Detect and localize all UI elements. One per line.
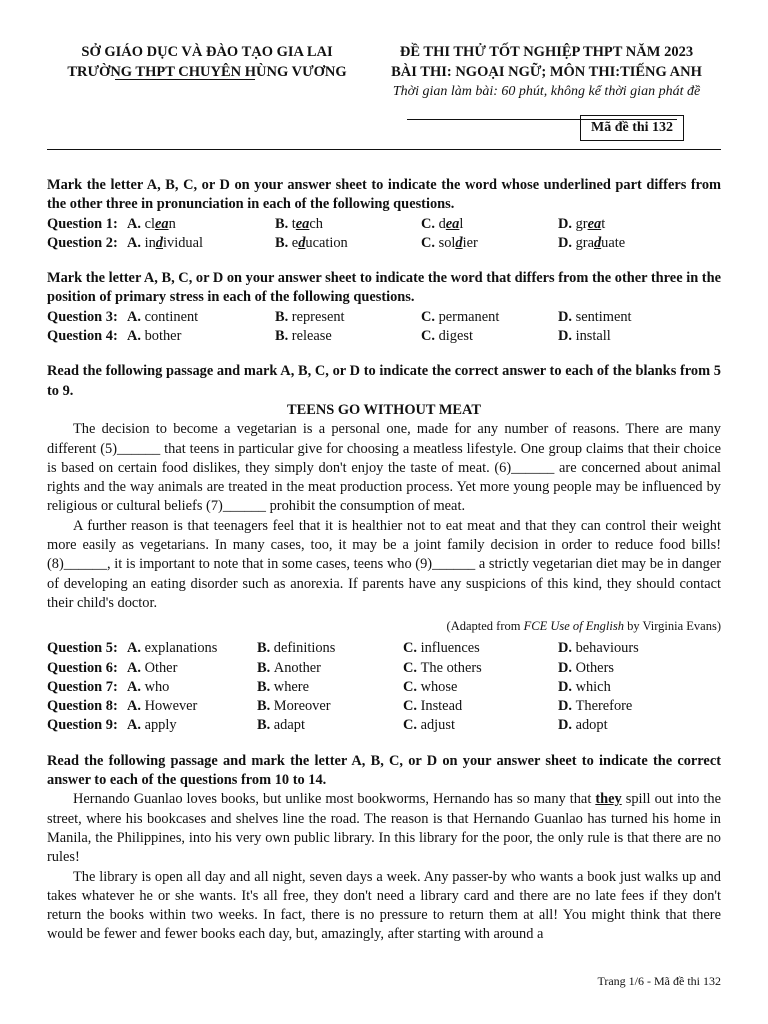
answer-option: B. teach (275, 215, 323, 232)
section1-instruction: Mark the letter A, B, C, or D on your answer sheet to indicate the word whose underlined part differs from the other three in pronunciation in each of the following questions. (47, 177, 721, 213)
passage1-paragraph-2: A further reason is that teenagers feel that it is healthier not to eat meat and that they can control their weight more easily as vegetarians. In many cases, too, it may be a joint family decision in order to reduce food bills! (8)______, it is important to note that in some cases, teens who (9)______ a strictly vegetarian diet may be in danger of developing an eating disorder such as anorexia. If parents have any suspicions of this kind, they should contact their child's doctor. (47, 517, 721, 611)
question-row (47, 215, 721, 234)
answer-option: D. adopt (558, 717, 608, 734)
question-row (47, 678, 721, 697)
question-label: Question 8: (47, 698, 118, 715)
answer-option: A. who (127, 678, 170, 695)
passage-title: TEENS GO WITHOUT MEAT (287, 401, 481, 418)
section2-instruction: Mark the letter A, B, C, or D on your answer sheet to indicate the word that differs from the other three in the position of primary stress in each of the following questions. (47, 270, 721, 306)
answer-option: D. Others (558, 659, 614, 676)
answer-option: D. which (558, 678, 611, 695)
exam-title: ĐỀ THI THỬ TỐT NGHIỆP THPT NĂM 2023 (399, 44, 694, 60)
passage2-paragraph-2: The library is open all day and all night, seven days a week. Any passer-by who wants a book just walks up and takes whatever he or she wants. It's all free, they don't need a library card and there are no late fees if they don't return the books within two weeks. In fact, there is no pressure to return them at all! You might think that there would be fewer and fewer books each day, but, amazingly, after starting with around a (47, 868, 721, 943)
answer-option: D. behaviours (558, 640, 639, 657)
answer-option: C. influences (403, 640, 480, 657)
answer-option: B. release (275, 328, 332, 345)
question-label: Question 6: (47, 659, 118, 676)
underlined-word-they: they (595, 791, 622, 808)
header-divider (47, 149, 721, 150)
answer-option: B. Moreover (257, 698, 331, 715)
answer-option: C. The others (403, 659, 482, 676)
passage1-paragraph-1: The decision to become a vegetarian is a personal one, made for any number of reasons. There are many different (5)______ that teens in particular give for choosing a meatless lifestyle. One group claims that their choice is based on certain food dislikes, they simply don't enjoy the taste of meat. (6)______ are concerned about animal rights and the way animals are treated in the meat production process. Yet more young people may be influenced by religious or cultural beliefs (7)______ prohibit the consumption of meat. (47, 421, 721, 515)
answer-option: B. education (275, 234, 348, 251)
question-label: Question 2: (47, 234, 118, 251)
question-label: Question 3: (47, 308, 118, 325)
page-footer: Trang 1/6 - Mã đề thi 132 (597, 974, 721, 988)
answer-option: B. represent (275, 308, 345, 325)
answer-option: C. soldier (421, 234, 478, 251)
question-row (47, 327, 721, 346)
answer-option: A. apply (127, 717, 177, 734)
answer-option: B. where (257, 678, 309, 695)
answer-option: D. Therefore (558, 698, 633, 715)
question-row (47, 716, 721, 735)
exam-code-box: Mã đề thi 132 (580, 115, 684, 141)
section4-instruction: Read the following passage and mark the letter A, B, C, or D on your answer sheet to indicate the correct answer to each of the questions from 10 to 14. (47, 752, 721, 789)
school-block (47, 42, 367, 82)
answer-option: D. sentiment (558, 308, 632, 325)
school-underline (115, 79, 255, 80)
question-row (47, 639, 721, 658)
section2-questions (47, 308, 721, 347)
question-row (47, 697, 721, 716)
exam-subject: BÀI THI: NGOẠI NGỮ; MÔN THI:TIẾNG ANH (391, 64, 702, 80)
exam-duration: Thời gian làm bài: 60 phút, không kể thời gian phát đề (392, 84, 701, 99)
answer-option: C. Instead (403, 698, 463, 715)
answer-option: A. bother (127, 328, 182, 345)
question-label: Question 9: (47, 717, 118, 734)
school-name: TRƯỜNG THPT CHUYÊN HÙNG VƯƠNG (67, 64, 347, 80)
answer-option: D. install (558, 328, 611, 345)
answer-option: D. graduate (558, 234, 626, 251)
answer-option: D. great (558, 215, 606, 232)
department-name: SỞ GIÁO DỤC VÀ ĐÀO TẠO GIA LAI (81, 44, 333, 60)
answer-option: A. continent (127, 308, 199, 325)
answer-option: B. definitions (257, 640, 336, 657)
passage-source: (Adapted from FCE Use of English by Virginia Evans) (446, 619, 721, 634)
section3-instruction: Read the following passage and mark A, B, C, or D to indicate the correct answer to each of the blanks from 5 to 9. (47, 363, 721, 399)
answer-option: B. adapt (257, 717, 305, 734)
answer-option: B. Another (257, 659, 321, 676)
answer-option: C. deal (421, 215, 464, 232)
exam-title-block (372, 42, 721, 102)
question-row (47, 234, 721, 253)
question-label: Question 1: (47, 215, 118, 232)
answer-option: A. Other (127, 659, 178, 676)
question-row (47, 659, 721, 678)
answer-option: C. whose (403, 678, 458, 695)
passage2-paragraph-1: Hernando Guanlao loves books, but unlike most bookworms, Hernando has so many that they spill out into the street, where his bookcases and shelves line the road. The reason is that Hernando Guanlao has turned his home in Manila, the Philippines, into his very own public library. In this library for the poor, the only rule is that there are no rules! (47, 791, 721, 866)
answer-option: A. However (127, 698, 198, 715)
section3-questions (47, 639, 721, 735)
answer-option: C. permanent (421, 308, 500, 325)
question-label: Question 5: (47, 640, 118, 657)
answer-option: A. explanations (127, 640, 218, 657)
exam-body (47, 176, 721, 945)
answer-option: C. digest (421, 328, 473, 345)
answer-option: A. clean (127, 215, 176, 232)
section1-questions (47, 215, 721, 254)
answer-option: A. individual (127, 234, 203, 251)
header (47, 42, 721, 100)
answer-option: C. adjust (403, 717, 455, 734)
question-row (47, 308, 721, 327)
question-label: Question 7: (47, 678, 118, 695)
question-label: Question 4: (47, 328, 118, 345)
